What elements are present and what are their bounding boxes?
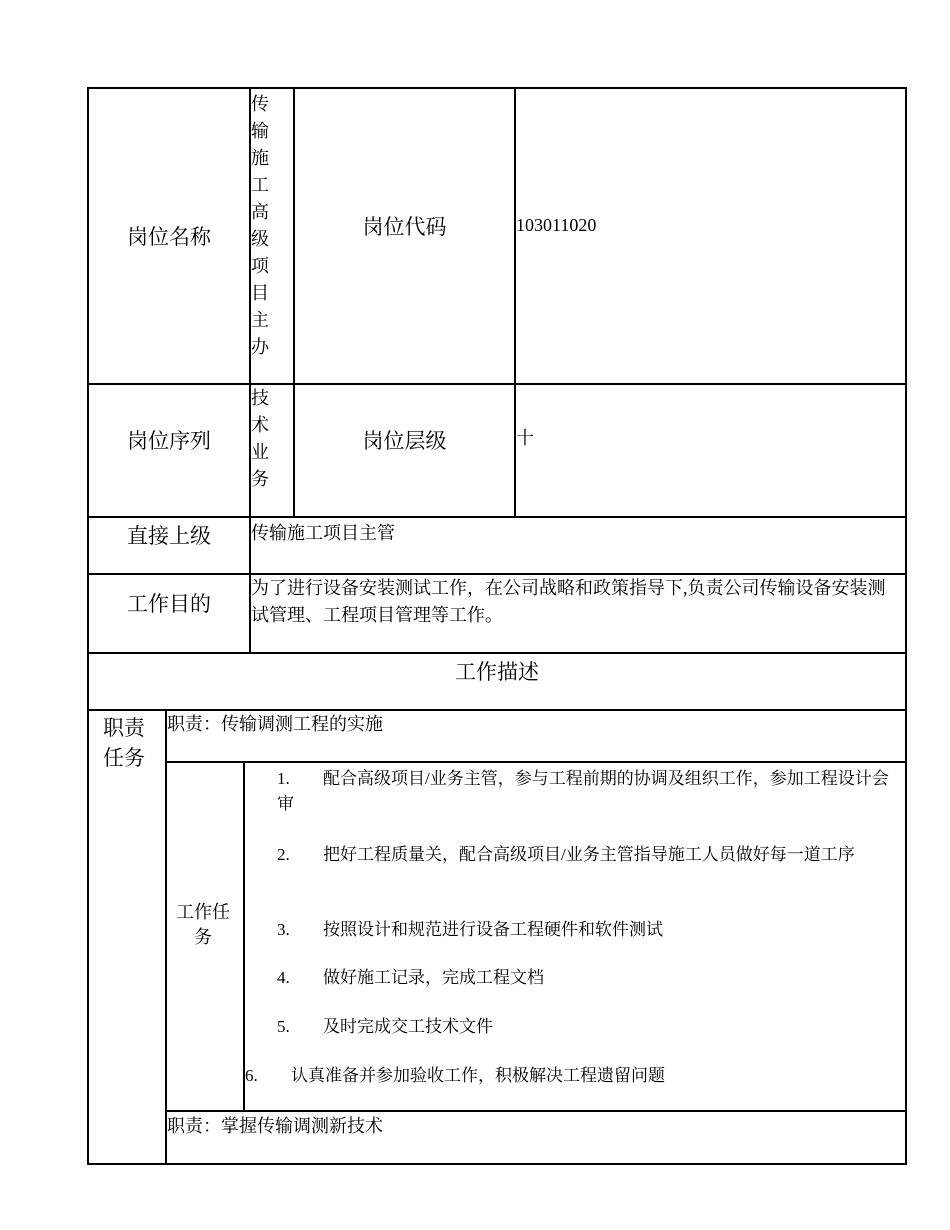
table-border [165,1110,907,1112]
table-border [87,1163,907,1165]
task-text: 及时完成交工技术文件 [323,1017,493,1036]
task-number: 6. [245,1066,258,1085]
task-text: 做好施工记录，完成工程文档 [323,968,544,987]
post-code-label: 岗位代码 [362,215,447,239]
task-item-4 [277,965,892,990]
table-border [905,87,907,1165]
post-code-value: 103011020 [516,215,597,235]
task-item-1 [277,766,892,816]
task-text: 把好工程质量关，配合高级项目/业务主管指导施工人员做好每一道工序 [323,845,855,864]
table-border [165,761,907,763]
duty-label: 职责任务 [103,716,145,770]
post-sequence-label: 岗位序列 [127,429,211,453]
task-text: 配合高级项目/业务主管，参与工程前期的协调及组织工作，参加工程设计会审 [277,769,889,813]
superior-label: 直接上级 [127,524,211,548]
task-label: 工作任务 [176,902,230,947]
task-number: 5. [277,1017,290,1036]
purpose-label: 工作目的 [127,592,211,616]
post-sequence-value: 技术业务 [251,388,269,489]
task-item-5 [277,1014,892,1039]
task-number: 3. [277,920,290,939]
task-number: 2. [277,845,290,864]
duty-2: 职责：掌握传输调测新技术 [167,1116,383,1136]
task-text: 按照设计和规范进行设备工程硬件和软件测试 [323,920,663,939]
post-level-value: 十 [516,428,534,448]
section-title: 工作描述 [455,660,539,684]
duty-1: 职责：传输调测工程的实施 [167,714,383,734]
post-name-label: 岗位名称 [127,225,211,249]
post-level-label: 岗位层级 [362,429,447,453]
table-border [165,709,167,1165]
task-number: 4. [277,968,290,987]
superior-value: 传输施工项目主管 [251,523,395,543]
table-border [243,761,245,1112]
task-text: 认真准备并参加验收工作，积极解决工程遗留问题 [291,1066,665,1085]
table-border [514,87,516,518]
task-item-3 [277,917,892,942]
task-item-2 [277,842,892,867]
task-number: 1. [277,769,290,788]
purpose-value: 为了进行设备安装测试工作，在公司战略和政策指导下,负责公司传输设备安装测试管理、工程项目管理等工作。 [251,578,886,625]
post-name-value: 传输施工高级项目主办 [251,94,269,357]
task-item-6 [245,1063,895,1088]
